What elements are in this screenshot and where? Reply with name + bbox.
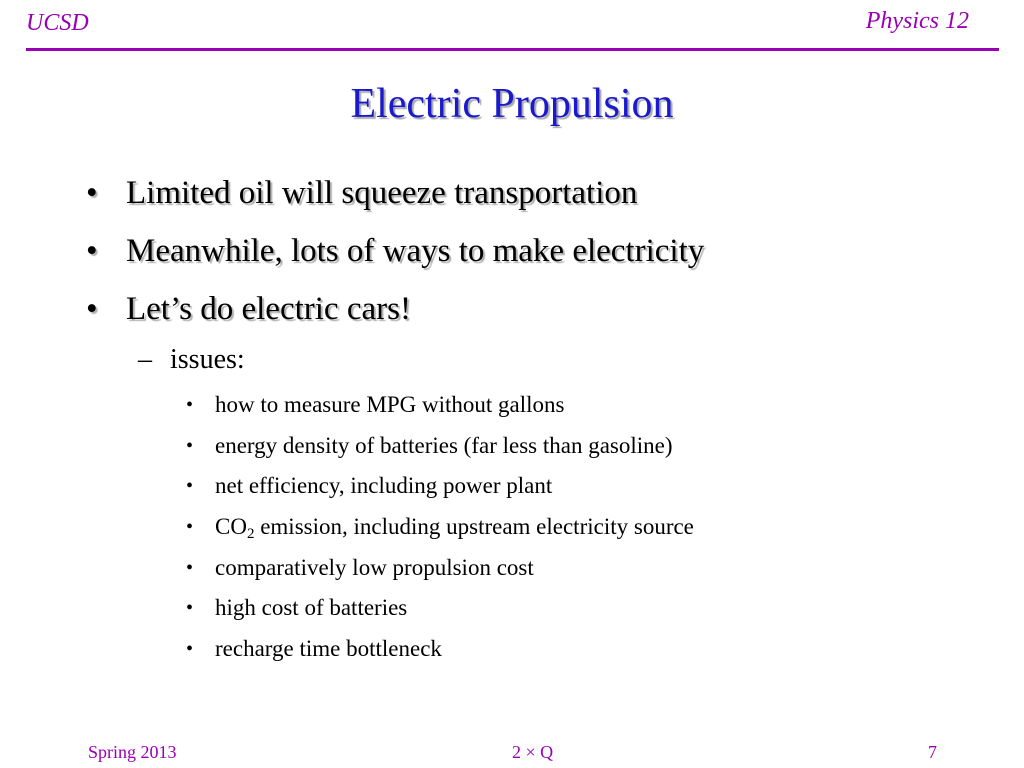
header-course: Physics 12	[865, 8, 969, 34]
main-bullet-list	[86, 170, 704, 344]
bullet-dot-icon: •	[186, 638, 194, 661]
issue-text-co2	[215, 514, 694, 543]
bullet-text: Meanwhile, lots of ways to make electricity	[126, 233, 705, 269]
issue-item	[186, 388, 694, 429]
issue-item	[186, 551, 694, 592]
bullet-dot-icon: •	[186, 556, 194, 579]
bullet-item	[86, 170, 704, 228]
co2-subscript: 2	[246, 526, 255, 543]
co2-suffix: emission, including upstream electricity source	[254, 514, 694, 540]
slide-number: 7	[928, 742, 937, 762]
sub-bullet-text: issues:	[170, 344, 245, 375]
issue-item	[186, 469, 694, 510]
footer-center-label: 2 × Q	[512, 742, 554, 762]
bullet-item	[86, 286, 704, 344]
dash-icon: –	[138, 344, 152, 375]
issue-text: net efficiency, including power plant	[215, 473, 553, 499]
issue-text: comparatively low propulsion cost	[215, 554, 534, 580]
issue-item	[186, 429, 694, 470]
bullet-dot-icon: •	[186, 516, 194, 539]
issue-item	[186, 632, 694, 673]
bullet-text: Limited oil will squeeze transportation	[126, 175, 638, 211]
issue-text: how to measure MPG without gallons	[215, 392, 565, 417]
bullet-dot-icon: •	[86, 233, 98, 269]
bullet-text: Let’s do electric cars!	[126, 291, 411, 327]
issue-text: high cost of batteries	[215, 595, 408, 621]
bullet-dot-icon: •	[186, 434, 194, 457]
issues-list	[186, 388, 694, 673]
bullet-dot-icon: •	[186, 597, 194, 620]
co2-prefix: CO	[215, 514, 247, 540]
header-divider	[26, 48, 999, 51]
issue-text: energy density of batteries (far less than gasoline)	[215, 432, 673, 458]
bullet-dot-icon: •	[86, 291, 98, 327]
bullet-dot-icon: •	[186, 475, 194, 498]
bullet-dot-icon: •	[86, 175, 98, 211]
bullet-dot-icon: •	[186, 394, 194, 416]
bullet-item	[86, 228, 704, 286]
sub-bullet	[138, 340, 245, 380]
header-institution: UCSD	[26, 10, 89, 36]
issue-item	[186, 510, 694, 551]
footer-term: Spring 2013	[88, 742, 177, 762]
issue-text: recharge time bottleneck	[215, 636, 442, 662]
issue-item	[186, 591, 694, 632]
slide-title: Electric Propulsion	[350, 81, 674, 127]
